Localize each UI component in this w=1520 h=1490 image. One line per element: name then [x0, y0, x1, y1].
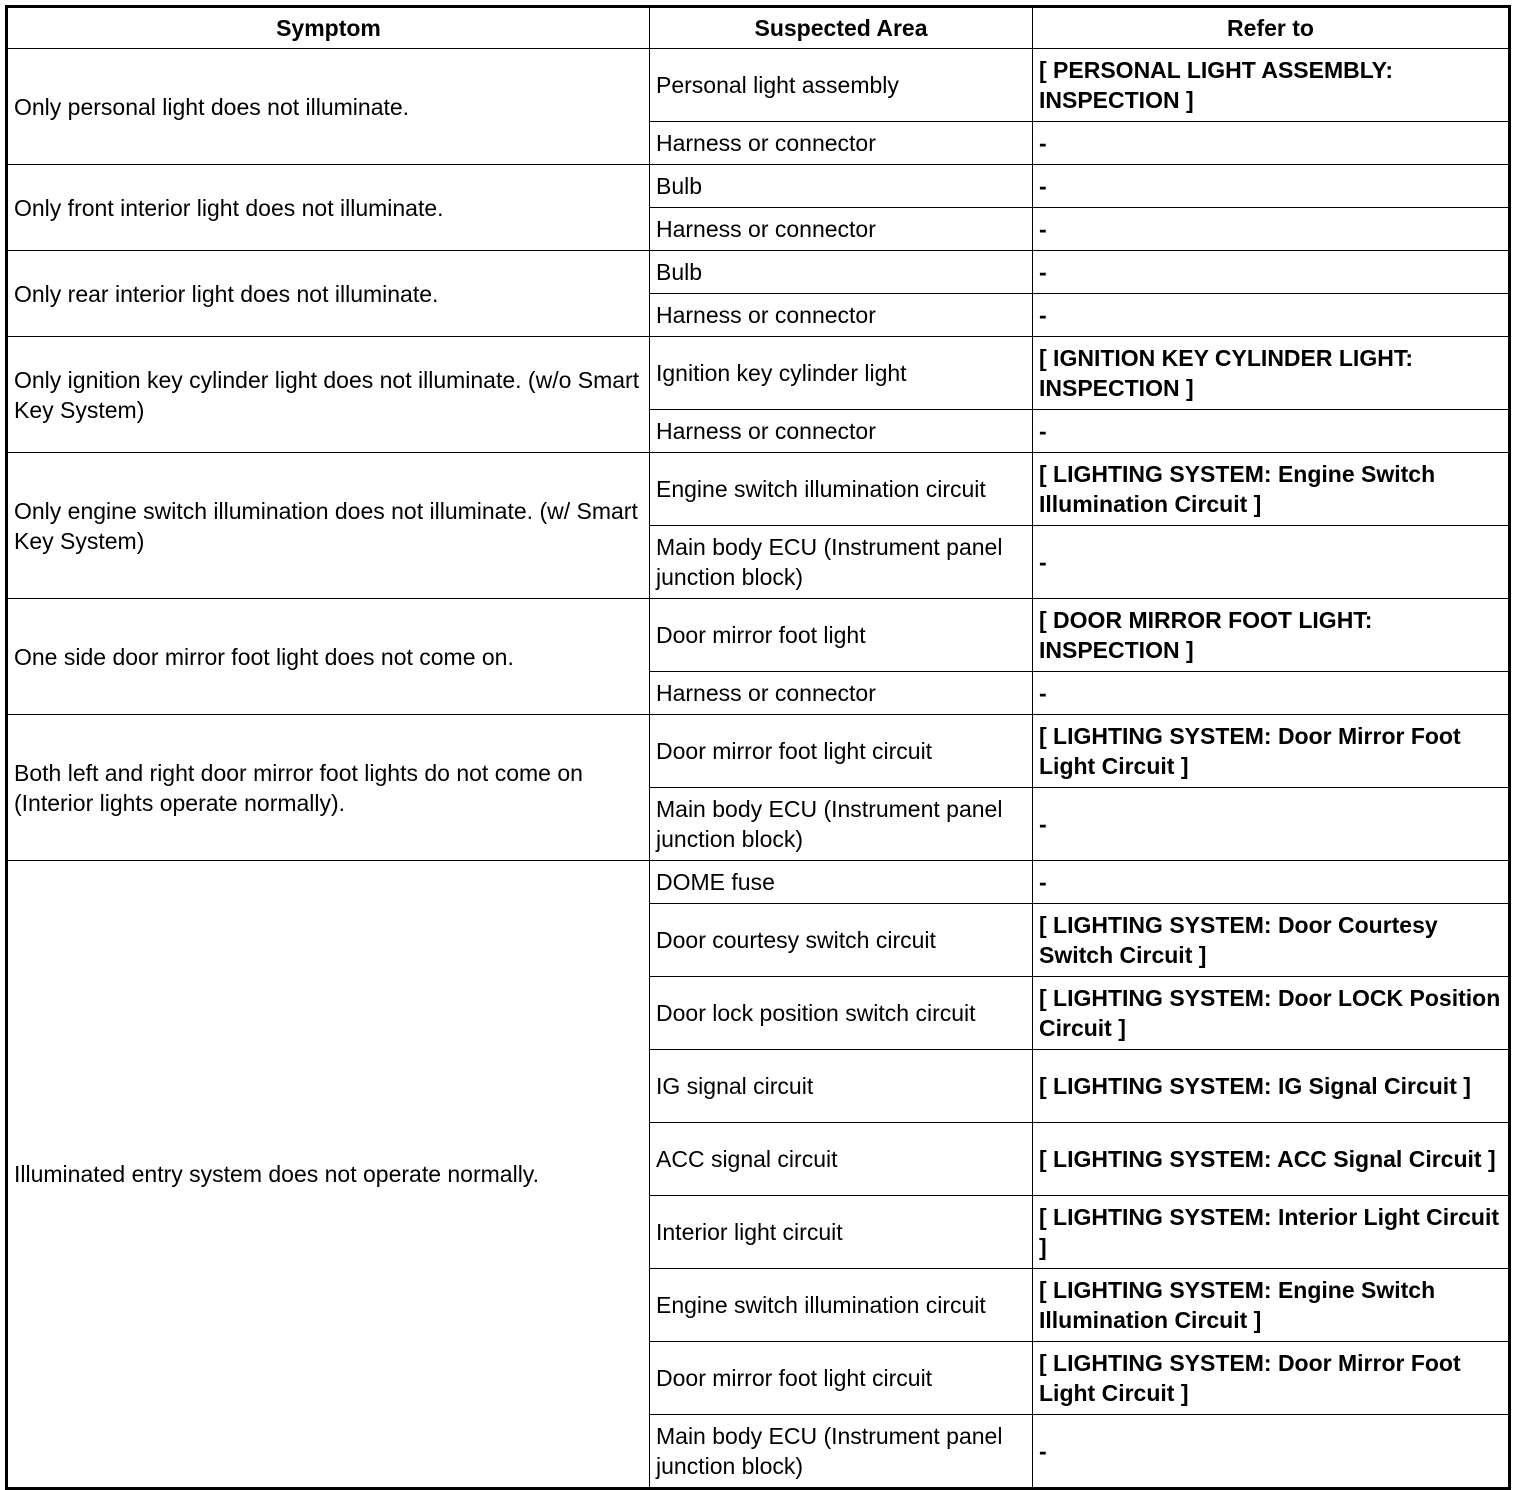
- suspected-area-cell: IG signal circuit: [650, 1050, 1033, 1123]
- table-row: [7, 861, 1510, 904]
- suspected-area-cell: Door mirror foot light: [650, 599, 1033, 672]
- refer-to-cell: [ PERSONAL LIGHT ASSEMBLY: INSPECTION ]: [1033, 49, 1510, 122]
- table-row: [7, 715, 1510, 788]
- refer-to-cell: -: [1033, 122, 1510, 165]
- refer-to-cell: -: [1033, 165, 1510, 208]
- suspected-area-cell: Door courtesy switch circuit: [650, 904, 1033, 977]
- refer-to-cell: [ IGNITION KEY CYLINDER LIGHT: INSPECTION ]: [1033, 337, 1510, 410]
- symptom-cell: Only front interior light does not illuminate.: [7, 165, 650, 251]
- suspected-area-cell: Main body ECU (Instrument panel junction block): [650, 788, 1033, 861]
- suspected-area-cell: Harness or connector: [650, 410, 1033, 453]
- refer-to-cell: -: [1033, 526, 1510, 599]
- table-row: [7, 453, 1510, 526]
- refer-to-cell: [ LIGHTING SYSTEM: IG Signal Circuit ]: [1033, 1050, 1510, 1123]
- table-row: [7, 165, 1510, 208]
- suspected-area-cell: Bulb: [650, 165, 1033, 208]
- header-row: [7, 7, 1510, 49]
- suspected-area-cell: DOME fuse: [650, 861, 1033, 904]
- symptom-cell: One side door mirror foot light does not come on.: [7, 599, 650, 715]
- header-refer-to: Refer to: [1033, 7, 1510, 49]
- symptom-cell: Only personal light does not illuminate.: [7, 49, 650, 165]
- suspected-area-cell: Engine switch illumination circuit: [650, 1269, 1033, 1342]
- suspected-area-cell: Ignition key cylinder light: [650, 337, 1033, 410]
- refer-to-cell: [ LIGHTING SYSTEM: Door Courtesy Switch Circuit ]: [1033, 904, 1510, 977]
- refer-to-cell: -: [1033, 1415, 1510, 1489]
- refer-to-cell: -: [1033, 861, 1510, 904]
- refer-to-cell: -: [1033, 788, 1510, 861]
- symptom-cell: Only engine switch illumination does not illuminate. (w/ Smart Key System): [7, 453, 650, 599]
- suspected-area-cell: Harness or connector: [650, 122, 1033, 165]
- refer-to-cell: [ DOOR MIRROR FOOT LIGHT: INSPECTION ]: [1033, 599, 1510, 672]
- suspected-area-cell: Harness or connector: [650, 672, 1033, 715]
- suspected-area-cell: Bulb: [650, 251, 1033, 294]
- suspected-area-cell: Engine switch illumination circuit: [650, 453, 1033, 526]
- table-row: [7, 49, 1510, 122]
- refer-to-cell: [ LIGHTING SYSTEM: Door Mirror Foot Light Circuit ]: [1033, 715, 1510, 788]
- suspected-area-cell: Door mirror foot light circuit: [650, 715, 1033, 788]
- table-row: [7, 599, 1510, 672]
- refer-to-cell: [ LIGHTING SYSTEM: Engine Switch Illumination Circuit ]: [1033, 453, 1510, 526]
- suspected-area-cell: ACC signal circuit: [650, 1123, 1033, 1196]
- diagnosis-table: [5, 5, 1511, 1490]
- refer-to-cell: [ LIGHTING SYSTEM: Door LOCK Position Circuit ]: [1033, 977, 1510, 1050]
- suspected-area-cell: Main body ECU (Instrument panel junction block): [650, 526, 1033, 599]
- suspected-area-cell: Interior light circuit: [650, 1196, 1033, 1269]
- refer-to-cell: -: [1033, 208, 1510, 251]
- suspected-area-cell: Harness or connector: [650, 294, 1033, 337]
- symptom-cell: Both left and right door mirror foot lights do not come on (Interior lights operate normally).: [7, 715, 650, 861]
- refer-to-cell: -: [1033, 251, 1510, 294]
- suspected-area-cell: Door mirror foot light circuit: [650, 1342, 1033, 1415]
- header-symptom: Symptom: [7, 7, 650, 49]
- symptom-cell: Illuminated entry system does not operate normally.: [7, 861, 650, 1489]
- suspected-area-cell: Door lock position switch circuit: [650, 977, 1033, 1050]
- refer-to-cell: -: [1033, 672, 1510, 715]
- suspected-area-cell: Harness or connector: [650, 208, 1033, 251]
- header-suspected-area: Suspected Area: [650, 7, 1033, 49]
- table-row: [7, 337, 1510, 410]
- suspected-area-cell: Main body ECU (Instrument panel junction block): [650, 1415, 1033, 1489]
- refer-to-cell: [ LIGHTING SYSTEM: Interior Light Circuit ]: [1033, 1196, 1510, 1269]
- symptom-cell: Only ignition key cylinder light does not illuminate. (w/o Smart Key System): [7, 337, 650, 453]
- refer-to-cell: [ LIGHTING SYSTEM: Engine Switch Illumination Circuit ]: [1033, 1269, 1510, 1342]
- suspected-area-cell: Personal light assembly: [650, 49, 1033, 122]
- symptom-cell: Only rear interior light does not illuminate.: [7, 251, 650, 337]
- table-row: [7, 251, 1510, 294]
- refer-to-cell: [ LIGHTING SYSTEM: Door Mirror Foot Light Circuit ]: [1033, 1342, 1510, 1415]
- refer-to-cell: -: [1033, 410, 1510, 453]
- refer-to-cell: [ LIGHTING SYSTEM: ACC Signal Circuit ]: [1033, 1123, 1510, 1196]
- refer-to-cell: -: [1033, 294, 1510, 337]
